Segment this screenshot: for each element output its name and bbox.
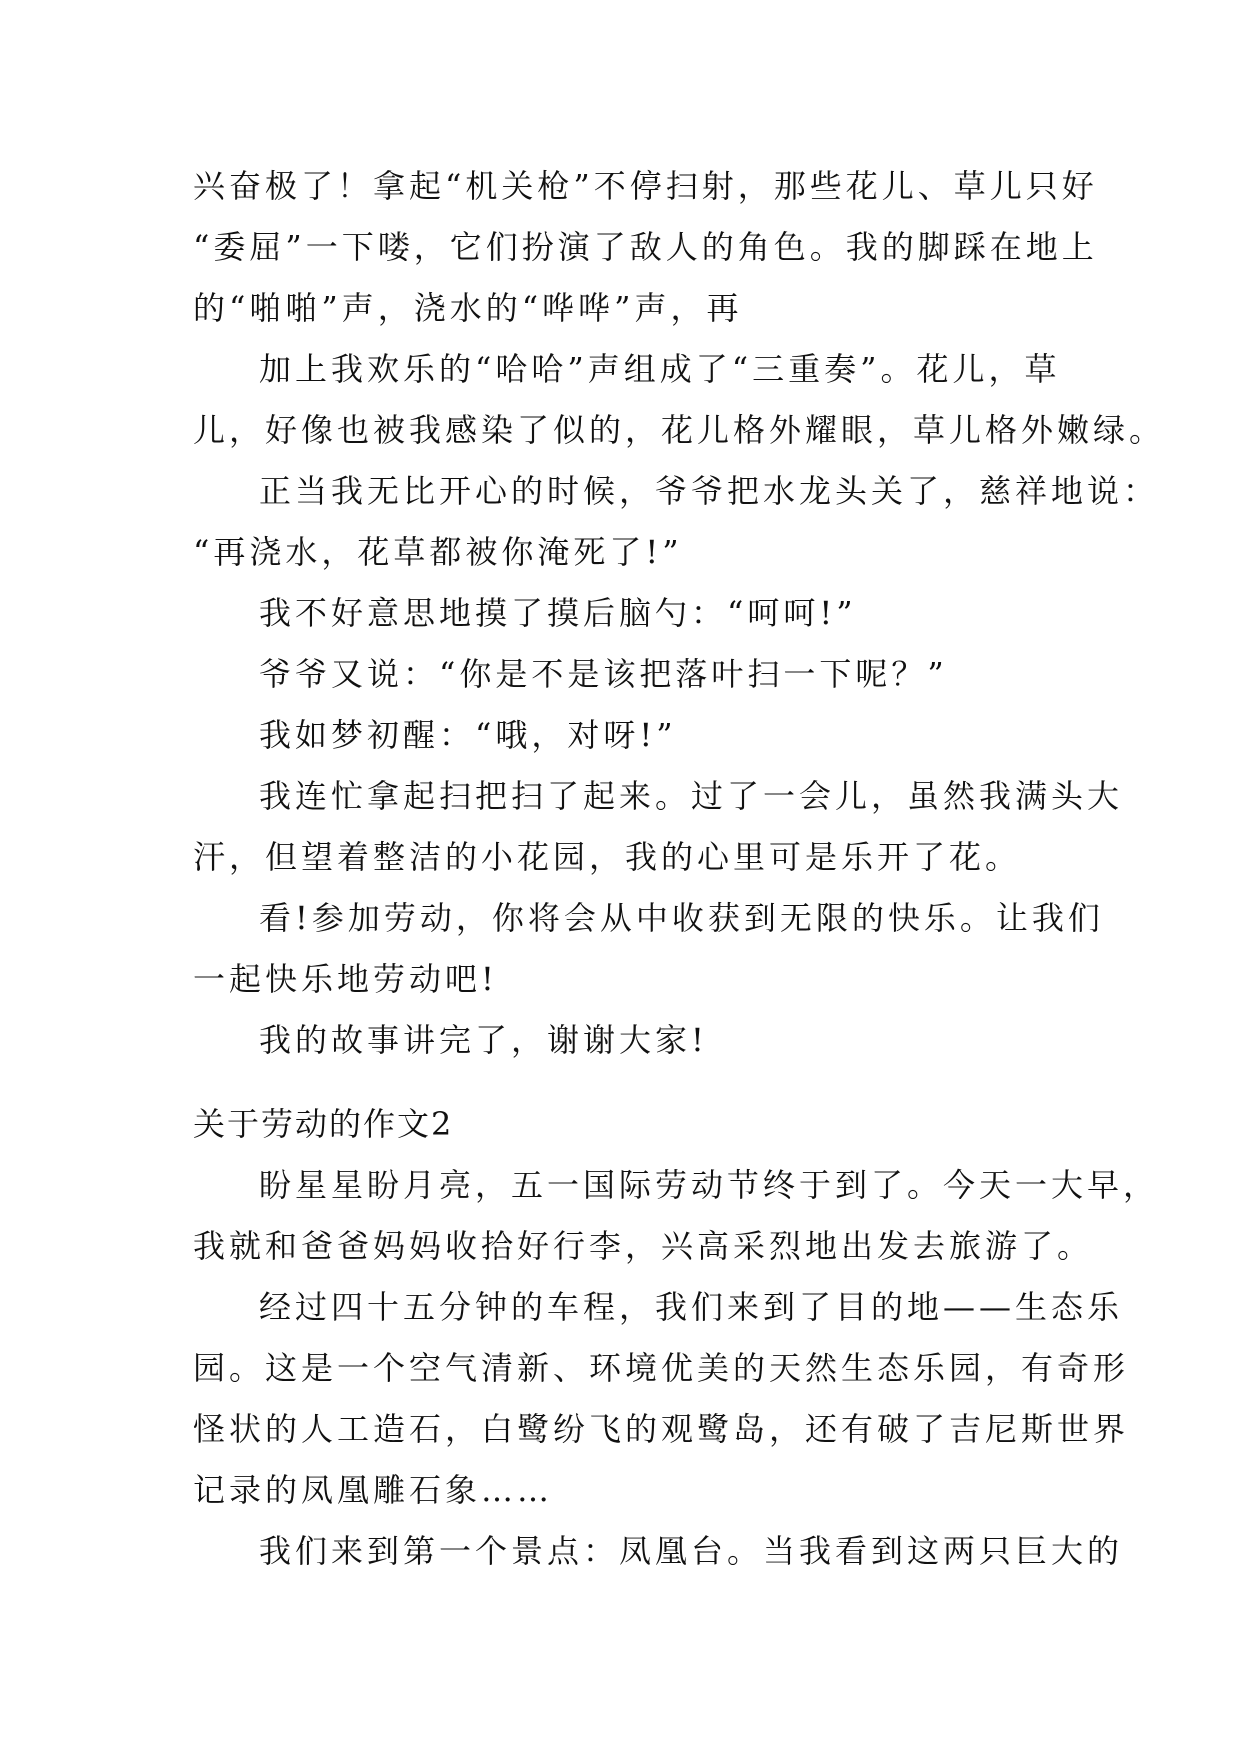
- essay-2-body: [193, 1155, 1160, 1582]
- text-line: 我连忙拿起扫把扫了起来。过了一会儿，虽然我满头大: [259, 777, 1124, 815]
- text-line: 儿，好像也被我感染了似的，花儿格外耀眼，草儿格外嫩绿。: [193, 411, 1166, 449]
- text-line: “再浇水，花草都被你淹死了!”: [193, 533, 683, 571]
- text-line: 我不好意思地摸了摸后脑勺：“呵呵!”: [259, 594, 857, 632]
- text-line: “委屈”一下喽，它们扮演了敌人的角色。我的脚踩在地上: [193, 228, 1098, 266]
- text-line: 看!参加劳动，你将会从中收获到无限的快乐。让我们: [259, 899, 1104, 937]
- text-line: 园。这是一个空气清新、环境优美的天然生态乐园，有奇形: [193, 1349, 1130, 1387]
- text-line: 爷爷又说：“你是不是该把落叶扫一下呢？”: [259, 655, 948, 693]
- story-continuation: [193, 156, 1166, 1071]
- text-line: 我如梦初醒：“哦，对呀!”: [259, 716, 677, 754]
- text-line: 记录的凤凰雕石象……: [193, 1471, 554, 1509]
- text-line: 兴奋极了！拿起“机关枪”不停扫射，那些花儿、草儿只好: [193, 167, 1098, 205]
- text-line: 一起快乐地劳动吧!: [193, 960, 498, 998]
- heading-text: 关于劳动的作文2: [193, 1105, 454, 1143]
- text-line: 怪状的人工造石，白鹭纷飞的观鹭岛，还有破了吉尼斯世界: [193, 1410, 1130, 1448]
- text-line: 我的故事讲完了，谢谢大家!: [259, 1021, 708, 1059]
- section-heading: [193, 1094, 1053, 1155]
- text-line: 的“啪啪”声，浇水的“哗哗”声，再: [193, 289, 743, 327]
- text-line: 正当我无比开心的时候，爷爷把水龙头关了，慈祥地说：: [259, 472, 1160, 510]
- text-line: 经过四十五分钟的车程，我们来到了目的地——生态乐: [259, 1288, 1124, 1326]
- text-line: 盼星星盼月亮，五一国际劳动节终于到了。今天一大早，: [259, 1166, 1160, 1204]
- text-line: 我们来到第一个景点：凤凰台。当我看到这两只巨大的: [259, 1532, 1124, 1570]
- text-line: 我就和爸爸妈妈收拾好行李，兴高采烈地出发去旅游了。: [193, 1227, 1094, 1265]
- text-line: 加上我欢乐的“哈哈”声组成了“三重奏”。花儿，草: [259, 350, 1061, 388]
- text-line: 汗，但望着整洁的小花园，我的心里可是乐开了花。: [193, 838, 1022, 876]
